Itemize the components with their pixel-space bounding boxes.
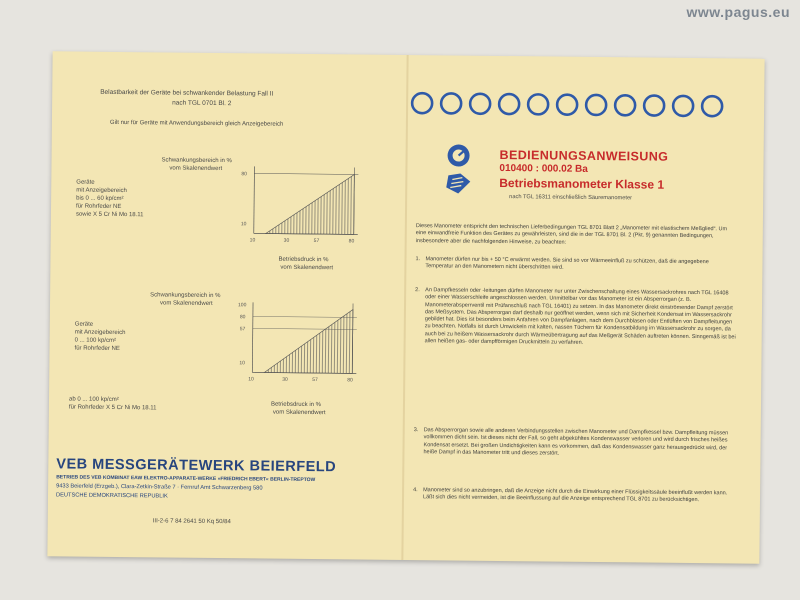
left-heading-1: Belastbarkeit der Geräte bei schwankender Belastung Fall II [100, 88, 274, 98]
chart1-device-2: bis 0 ... 60 kp/cm² [76, 195, 124, 203]
chart1-range-label-1: Schwankungsbereich in % [161, 157, 232, 165]
chart2-ytick-80: 80 [239, 314, 246, 321]
item-1-text: Manometer dürfen nur bis + 50 °C erwärmt werden. Sie sind so vor Wärmeeinfluß zu schützen, daß die angegebene Temperatur an den Manometern nicht überschritten wird. [425, 256, 709, 271]
item-1 [415, 256, 737, 274]
chart2-hatched-area [264, 309, 353, 374]
chart2-device-2: 0 ... 100 kp/cm² [74, 337, 117, 344]
binder-ring [644, 95, 664, 115]
eaw-logo-icon [444, 171, 472, 195]
doc-number: 010400 : 000.02 Ba [499, 162, 588, 175]
fold-line [401, 55, 408, 560]
item-2 [415, 287, 738, 349]
chart2-range-label-2: vom Skalenendwert [159, 300, 213, 307]
intro-paragraph: Dieses Manometer entspricht den technischen Lieferbedingungen TGL 8701 Blatt 2 „Manometer mit elastischem Meßglied“. Um eine einwandfreie Funktion des Gerätes zu gewährleisten, sind die in der TGL 8701 Bl. 2 (Pkt. 9) genannten Bedingungen, insbesondere aber die nachfolgenden Hinweise, zu beachten: [415, 223, 728, 246]
binder-ring [673, 96, 693, 116]
chart1-device-0: Geräte [76, 179, 95, 186]
chart2-device-3: für Rohrfeder NE [74, 345, 120, 353]
binder-ring [557, 95, 577, 115]
binder-rings [410, 89, 730, 122]
item-3-number: 3. [413, 427, 419, 434]
chart2-xtick-80: 80 [347, 377, 353, 384]
print-code: III-2-6 7 84 2641 50 Kq 50/84 [152, 518, 231, 526]
chart-2 [234, 298, 370, 391]
item-3 [413, 427, 735, 459]
item-3-text: Das Absperrorgan sowie alle anderen Verbindungsstellen zwischen Manometer und Dampfkessel bzw. Dampfleitung müssen vollkommen dicht sein. Ist dieses nicht der Fall, so geht abgekühltes Kondenswasser verloren und wird durch frisches heißes Kondensat ersetzt. Bei großen Undichtigkeiten kann es vorkommen, daß das Kondenswasser ganz herausgedrückt wird, der heiße Dampf in das Manometer tritt und dieses zerstört. [423, 427, 729, 457]
chart1-device-4: sowie X 5 Cr Ni Mo 18.11 [75, 211, 144, 219]
doc-title: BEDIENUNGSANWEISUNG [499, 147, 669, 164]
chart1-xtick-10: 10 [249, 237, 256, 244]
manometer-logo-icon [446, 143, 470, 167]
company-address-1: BETRIEB DES VEB KOMBINAT EAW ELEKTRO-APPARATE-WERKE »FRIEDRICH EBERT« BERLIN-TREPTOW [56, 474, 316, 484]
chart1-device-1: mit Anzeigebereich [76, 187, 127, 195]
chart1-xtick-30: 30 [283, 237, 290, 244]
chart1-top-line [254, 173, 358, 174]
binder-ring [412, 93, 432, 113]
chart2-device-0: Geräte [74, 321, 94, 328]
chart1-range-label-2: vom Skalenendwert [169, 165, 223, 173]
binder-ring [702, 96, 722, 116]
binder-ring [586, 95, 606, 115]
item-2-text: An Dampfkesseln oder -leitungen dürfen Manometer nur unter Zwischenschaltung eines Wassersackrohres nach TGL 16408 oder einer Wasserschleife angeschlossen werden. Unmittelbar vor das Manometer ist ein Absperrorgan (z. B. Manometerabsperrventil mit Prüfanschluß nach TGL 16401) zu setzen. In das Manometer direkt einströmender Dampf zerstört das Meßsystem. Das Absperrorgan darf deshalb nur geöffnet werden, wenn sich mit Sicherheit Kondensat im Wassersackrohr gebildet hat. Dies ist besonders beim Anfahren von Dampfanlagen, nach dem Durchblasen oder Entlüften von Dampfleitungen zu beachten. Notfalls ist durch Umwickeln mit kalten, nassen Tüchern für Kondensatbildung im Wassersackrohr zu sorgen, da auch bei zu heißem Wassersackrohr durch Wärmeübertragung auf das Meßgerät Schäden auftreten können. Sinngemäß ist bei allen heißen gas- oder dampfförmigen Druckmitteln zu verfahren. [424, 287, 736, 346]
item-2-number: 2. [415, 287, 420, 294]
company-address-3: DEUTSCHE DEMOKRATISCHE REPUBLIK [55, 492, 168, 500]
chart1-ytick-80: 80 [241, 171, 247, 178]
watermark: www.pagus.eu [686, 4, 790, 20]
chart2-xlabel-2: vom Skalenendwert [272, 409, 326, 417]
chart2-range-label-1: Schwankungsbereich in % [150, 292, 221, 300]
chart2-ytick-10: 10 [239, 360, 246, 367]
left-note: Gilt nur für Geräte mit Anwendungsbereich gleich Anzeigebereich [109, 119, 284, 128]
item-1-number: 1. [415, 256, 421, 263]
chart2-ytick-57: 57 [239, 326, 246, 333]
binder-ring [499, 94, 519, 114]
left-heading-2: nach TGL 0701 Bl. 2 [172, 99, 232, 108]
chart1-hatched-area [266, 174, 355, 235]
item-4-text: Manometer sind so anzubringen, daß die Anzeige nicht durch die Einwirkung einer Flüssigkeitssäule beeinflußt werden kann. Läßt sich dies nicht vermeiden, ist die Beeinflussung auf die Anzeige entsprechend TGL 8701 zu berücksichtigen. [422, 487, 728, 504]
binder-ring [615, 95, 635, 115]
chart1-ytick-10: 10 [240, 221, 247, 228]
binder-ring [441, 93, 461, 113]
chart1-xlabel-2: vom Skalenendwert [280, 264, 334, 272]
chart2-y-axis [252, 302, 253, 372]
chart2-extra-2: für Rohrfeder X 5 Cr Ni Mo 18.11 [68, 404, 157, 412]
chart-1 [236, 161, 372, 252]
chart1-device-3: für Rohrfeder NE [76, 203, 122, 211]
chart2-xtick-57: 57 [312, 377, 318, 384]
item-4 [413, 487, 735, 505]
chart1-y-axis [254, 166, 255, 233]
binder-ring [470, 94, 490, 114]
chart2-xtick-30: 30 [282, 376, 288, 383]
company-address-2: 9433 Beierfeld (Erzgeb.), Clara-Zetkin-Straße 7 · Fernruf Amt Schwarzenberg 580 [56, 483, 263, 492]
company-name: VEB MESSGERÄTEWERK BEIERFELD [56, 456, 337, 476]
instruction-sheet [47, 51, 764, 563]
chart2-device-1: mit Anzeigebereich [74, 329, 126, 337]
chart1-xtick-57: 57 [313, 238, 320, 245]
chart1-xtick-80: 80 [348, 238, 355, 245]
chart2-extra-1: ab 0 ... 100 kp/cm² [68, 396, 119, 403]
chart2-line-80 [253, 316, 357, 317]
item-4-number: 4. [413, 487, 418, 494]
chart2-xtick-10: 10 [248, 376, 254, 383]
chart2-ytick-100: 100 [237, 302, 247, 309]
binder-ring [528, 94, 548, 114]
product-name: Betriebsmanometer Klasse 1 [499, 175, 665, 192]
chart2-xlabel-1: Betriebsdruck in % [270, 401, 322, 409]
doc-subtitle: nach TGL 16311 einschließlich Säuremanometer [509, 194, 633, 202]
chart1-xlabel-1: Betriebsdruck in % [278, 256, 329, 264]
